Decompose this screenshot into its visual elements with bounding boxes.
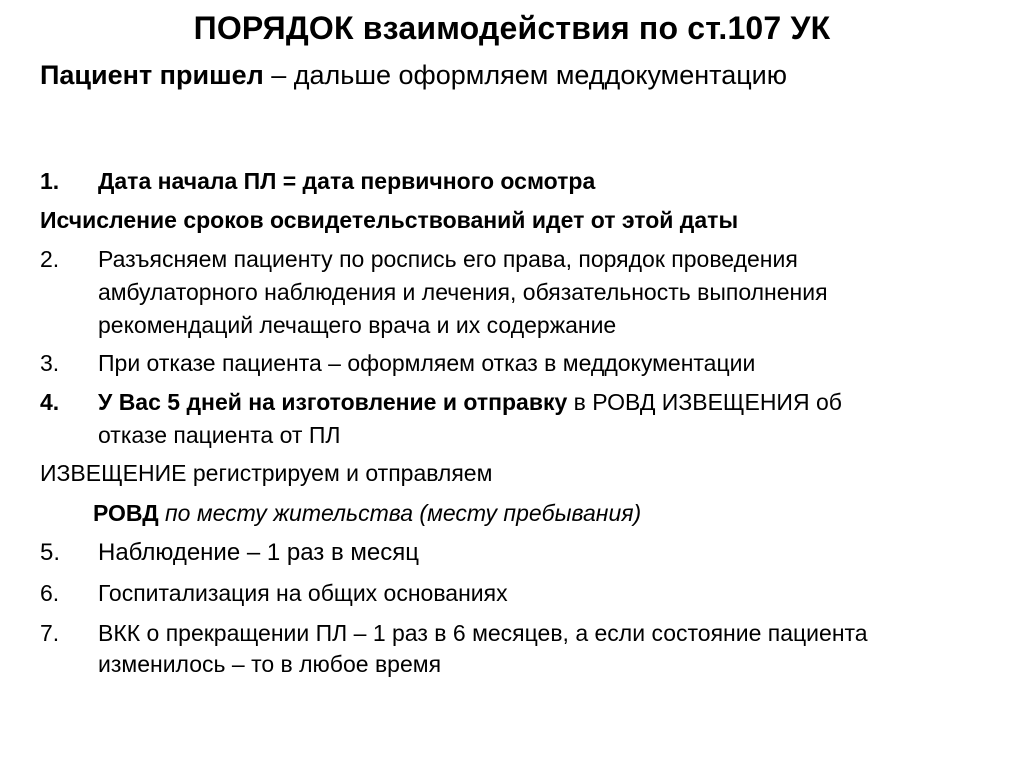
list-item-text: Дата начала ПЛ = дата первичного осмотра [98,168,596,194]
list-item-number: 2. [40,246,60,272]
note-notice: ИЗВЕЩЕНИЕ регистрируем и отправляем [40,460,493,486]
slide-title: ПОРЯДОК взаимодействия по ст.107 УК [193,10,831,46]
list-item-number: 1. [40,168,60,194]
list-item-number: 3. [40,350,60,376]
list-item-text: Госпитализация на общих основаниях [98,580,508,606]
rovd-italic: по месту жительства (месту пребывания) [158,500,642,526]
list-item-text [98,386,842,418]
list-item-text: Разъясняем пациенту по роспись его права, порядок проведения [98,246,798,272]
list-item-bold-part: У Вас 5 дней на изготовление и отправку [98,389,568,415]
note-rovd [93,497,641,529]
list-item-text: амбулаторного наблюдения и лечения, обязательность выполнения [98,279,828,305]
subtitle-rest: – дальше оформляем меддокументацию [263,60,788,90]
note-dates: Исчисление сроков освидетельствований идет от этой даты [40,207,739,233]
subtitle-bold: Пациент пришел [40,60,264,90]
list-item-text: При отказе пациента – оформляем отказ в меддокументации [98,350,756,376]
slide-subtitle [40,57,787,93]
list-item-text: отказе пациента от ПЛ [98,422,341,448]
list-item-text: Наблюдение – 1 раз в месяц [98,539,419,566]
list-item-text: изменилось – то в любое время [98,651,442,677]
rovd-bold: РОВД [93,500,159,526]
list-item-number: 7. [40,620,60,646]
list-item-number: 6. [40,580,60,606]
list-item-text: рекомендаций лечащего врача и их содержание [98,312,617,338]
list-item-text: ВКК о прекращении ПЛ – 1 раз в 6 месяцев, а если состояние пациента [98,620,868,646]
list-item-number: 5. [40,539,61,566]
list-item-rest: в РОВД ИЗВЕЩЕНИЯ об [567,389,842,415]
list-item-number: 4. [40,389,60,415]
